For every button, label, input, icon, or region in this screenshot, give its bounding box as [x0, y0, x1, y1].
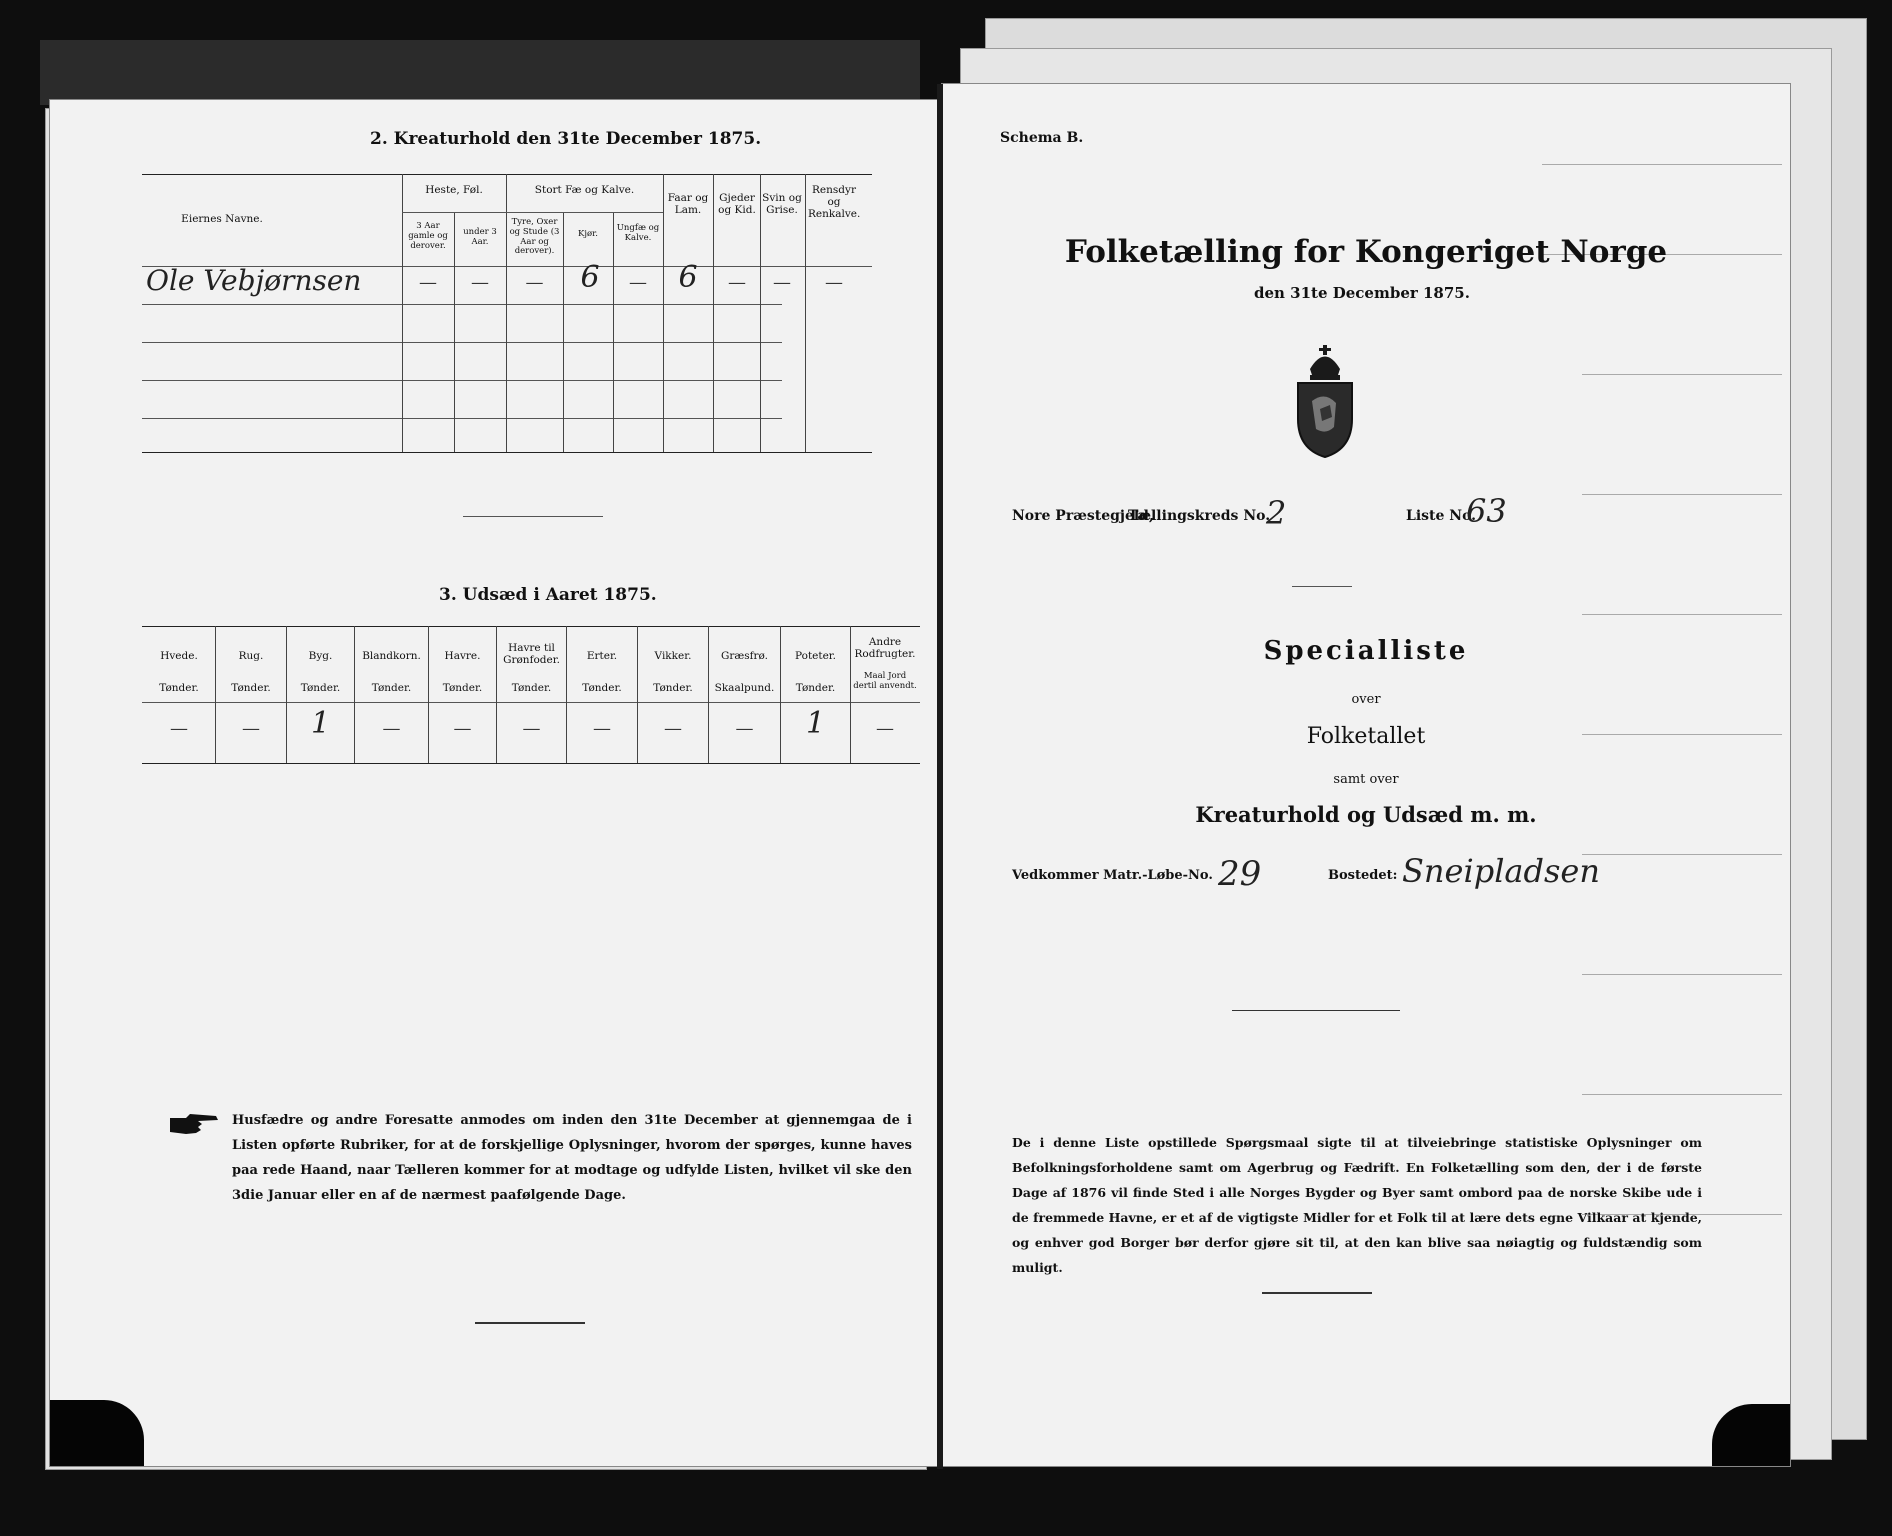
- notice-paragraph: Husfædre og andre Foresatte anmodes om inden den 31te December at gjennemgaa de i Listen opførte Rubriker, for at de forskjellige Oplysninger, hvorom der spørges, kunne haves paa rede Haand, naar Tælleren kommer for at modtage og udfylde Listen, hvilket vil ske den 3die Januar eller en af de nærmest paafølgende Dage.: [232, 1113, 912, 1203]
- col-horses-b-header: under 3 Aar.: [463, 227, 497, 247]
- udsaed-unit-6: Tønder.: [511, 682, 552, 694]
- binder-clip-right: [1712, 1404, 1790, 1466]
- udsaed-unit-4: Tønder.: [371, 682, 412, 694]
- col-cattle-b-header: Kjør.: [578, 229, 598, 239]
- udsaed-val-11: —: [876, 718, 894, 739]
- col-sheep-header: Faar og Lam.: [667, 192, 709, 217]
- col-horses-a-header: 3 Aar gamle og derover.: [408, 221, 448, 251]
- coat-of-arms-icon: [1290, 339, 1360, 459]
- col-cattle-c-header: Ungfæ og Kalve.: [616, 223, 660, 243]
- udsaed-col-5: Havre.: [444, 650, 481, 662]
- cell-cattle-a: —: [525, 272, 544, 293]
- pointing-hand-icon: [168, 1112, 220, 1138]
- schema-label: Schema B.: [1000, 130, 1084, 146]
- section2-title: 2. Kreaturhold den 31te December 1875.: [370, 129, 762, 149]
- cell-cattle-c: —: [629, 272, 647, 293]
- matr-number: 29: [1218, 854, 1262, 894]
- udsaed-val-9: —: [735, 718, 754, 739]
- cell-horses-a: —: [419, 272, 437, 293]
- udsaed-val-4: —: [382, 718, 401, 739]
- udsaed-col-1: Hvede.: [160, 650, 198, 662]
- kreaturhold-heading: Kreaturhold og Udsæd m. m.: [1195, 802, 1537, 827]
- udsaed-col-3: Byg.: [308, 650, 333, 662]
- bostedet-value: Sneipladsen: [1402, 852, 1600, 890]
- udsaed-unit-10: Tønder.: [795, 682, 836, 694]
- udsaed-col-7: Erter.: [586, 650, 618, 662]
- udsaed-unit-2: Tønder.: [231, 682, 271, 694]
- udsaed-unit-5: Tønder.: [442, 682, 483, 694]
- udsaed-val-3: 1: [310, 706, 331, 741]
- udsaed-col-4: Blandkorn.: [362, 650, 421, 662]
- right-page: [942, 84, 1790, 1466]
- udsaed-unit-8: Tønder.: [653, 682, 693, 694]
- col-cattle-header: Stort Fæ og Kalve.: [534, 184, 635, 196]
- col-owner-header: Eiernes Navne.: [181, 213, 263, 225]
- udsaed-val-6: —: [522, 718, 541, 739]
- main-subtitle: den 31te December 1875.: [1254, 284, 1470, 302]
- parish-label: Nore Præstegjeld,: [1012, 508, 1154, 524]
- cell-horses-b: —: [471, 272, 489, 293]
- col-reindeer-header: Rensdyr og Renkalve.: [808, 184, 861, 221]
- udsaed-val-7: —: [593, 718, 611, 739]
- owner-name: Ole Vebjørnsen: [146, 264, 362, 297]
- col-horses-header: Heste, Føl.: [425, 184, 483, 196]
- udsaed-unit-7: Tønder.: [582, 682, 622, 694]
- bostedet-label: Bostedet:: [1328, 868, 1398, 883]
- cell-sheep: 6: [678, 260, 698, 295]
- udsaed-val-5: —: [453, 718, 472, 739]
- udsaed-val-1: —: [170, 718, 188, 739]
- udsaed-unit-11: Maal Jord dertil anvendt.: [853, 671, 917, 691]
- list-number: 63: [1466, 492, 1507, 530]
- udsaed-col-8: Vikker.: [654, 650, 692, 662]
- cell-reindeer: —: [825, 272, 843, 293]
- cell-goats: —: [728, 272, 746, 293]
- scan-shadow: [40, 40, 920, 105]
- col-cattle-a-header: Tyre, Oxer og Stude (3 Aar og derover).: [509, 217, 560, 257]
- udsaed-unit-1: Tønder.: [159, 682, 199, 694]
- intro-paragraph: De i denne Liste opstillede Spørgsmaal sigte til at tilveiebringe statistiske Oplysninger om Befolkningsforholdene samt om Agerbrug og Fædrift. En Folketælling som den, der i de første Dage af 1876 vil finde Sted i alle Norges Bygder og Byer samt ombord paa de norske Skibe ude i de fremmede Havne, er et af de vigtigste Midler for et Folk til at lære dets egne Vilkaar at kjende, og enhver god Borger bør derfor gjøre sit til, at den kan blive saa nøiagtig og fuldstændig som muligt.: [1012, 1135, 1702, 1275]
- left-page: [50, 100, 937, 1466]
- main-title: Folketælling for Kongeriget Norge: [1064, 234, 1668, 270]
- binder-clip: [50, 1400, 144, 1466]
- list-label: Liste No.: [1406, 508, 1477, 524]
- matr-label: Vedkommer Matr.-Løbe-No.: [1012, 868, 1213, 883]
- cell-cattle-b: 6: [580, 260, 600, 295]
- udsaed-col-11: Andre Rodfrugter.: [854, 636, 916, 661]
- samt-over-text: samt over: [1333, 772, 1399, 787]
- udsaed-col-6: Havre til Grønfoder.: [503, 642, 560, 667]
- section3-title: 3. Udsæd i Aaret 1875.: [439, 585, 657, 605]
- udsaed-val-8: —: [664, 718, 682, 739]
- district-label: Tællingskreds No.: [1128, 508, 1271, 524]
- district-number: 2: [1266, 494, 1287, 532]
- book-spine: [937, 84, 943, 1469]
- udsaed-col-2: Rug.: [238, 650, 264, 662]
- col-goats-header: Gjeder og Kid.: [718, 192, 756, 217]
- col-pigs-header: Svin og Grise.: [762, 192, 802, 217]
- cell-pigs: —: [773, 272, 791, 293]
- udsaed-col-9: Græsfrø.: [720, 650, 769, 662]
- specialliste-heading: Specialliste: [1263, 636, 1469, 666]
- over-text: over: [1351, 692, 1381, 707]
- folketallet-text: Folketallet: [1306, 724, 1426, 749]
- udsaed-unit-9: Skaalpund.: [714, 682, 775, 694]
- udsaed-col-10: Poteter.: [794, 650, 837, 662]
- udsaed-val-2: —: [242, 718, 260, 739]
- udsaed-val-10: 1: [805, 706, 826, 741]
- udsaed-unit-3: Tønder.: [300, 682, 341, 694]
